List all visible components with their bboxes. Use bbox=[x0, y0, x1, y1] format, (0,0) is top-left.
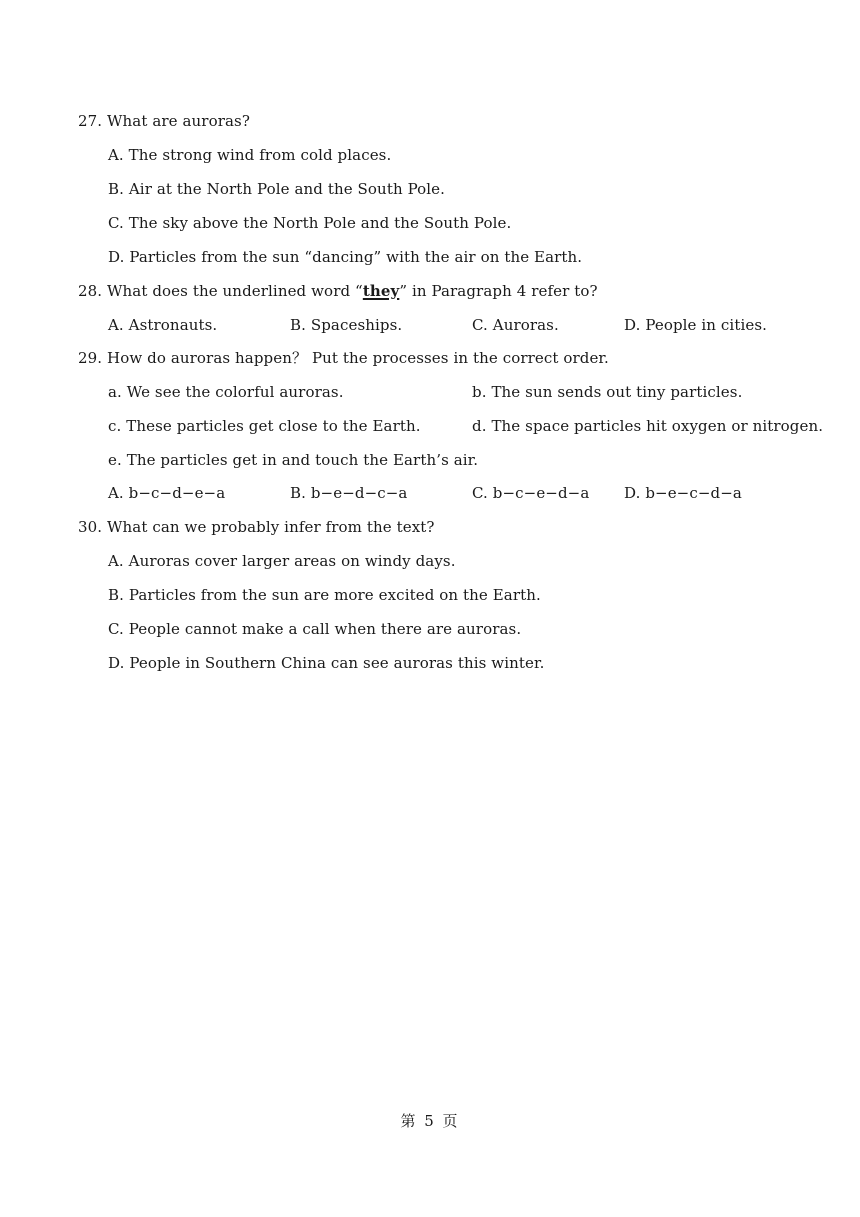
question-27-stem: 27. What are auroras? bbox=[78, 112, 250, 130]
question-29-step-b: b. The sun sends out tiny particles. bbox=[472, 383, 743, 401]
question-29-step-d: d. The space particles hit oxygen or nitrogen. bbox=[472, 417, 824, 435]
question-29-option-a: A. b−c−d−e−a bbox=[108, 484, 226, 502]
question-30-option-c: C. People cannot make a call when there are auroras. bbox=[108, 620, 522, 638]
question-28-stem bbox=[78, 281, 598, 301]
question-28-option-d: D. People in cities. bbox=[624, 316, 767, 334]
question-28-option-c: C. Auroras. bbox=[472, 316, 559, 334]
question-29-option-d: D. b−e−c−d−a bbox=[624, 484, 742, 502]
question-28-stem-after: ” in Paragraph 4 refer to? bbox=[399, 282, 598, 300]
question-29-step-e: e. The particles get in and touch the Earth’s air. bbox=[108, 451, 479, 469]
question-28-stem-before: 28. What does the underlined word “ bbox=[78, 282, 363, 300]
question-27-option-c: C. The sky above the North Pole and the South Pole. bbox=[108, 214, 512, 232]
question-28-option-b: B. Spaceships. bbox=[290, 316, 403, 334]
question-28-option-a: A. Astronauts. bbox=[108, 316, 218, 334]
question-29-option-b: B. b−e−d−c−a bbox=[290, 484, 408, 502]
question-29-stem: 29. How do auroras happen？ Put the processes in the correct order. bbox=[78, 349, 609, 367]
underlined-word: they bbox=[362, 282, 400, 300]
question-30-option-d: D. People in Southern China can see auroras this winter. bbox=[108, 654, 545, 672]
question-30-stem: 30. What can we probably infer from the text? bbox=[78, 518, 435, 536]
question-27-option-b: B. Air at the North Pole and the South Pole. bbox=[108, 180, 446, 198]
question-27-option-a: A. The strong wind from cold places. bbox=[108, 146, 392, 164]
question-29-option-c: C. b−c−e−d−a bbox=[472, 484, 590, 502]
question-27-option-d: D. Particles from the sun “dancing” with the air on the Earth. bbox=[108, 248, 583, 266]
question-29-step-a: a. We see the colorful auroras. bbox=[108, 383, 344, 401]
question-30-option-b: B. Particles from the sun are more excited on the Earth. bbox=[108, 586, 541, 604]
page-number: 第 5 页 bbox=[400, 1112, 460, 1130]
question-30-option-a: A. Auroras cover larger areas on windy days. bbox=[108, 552, 456, 570]
question-29-step-c: c. These particles get close to the Earth. bbox=[108, 417, 421, 435]
